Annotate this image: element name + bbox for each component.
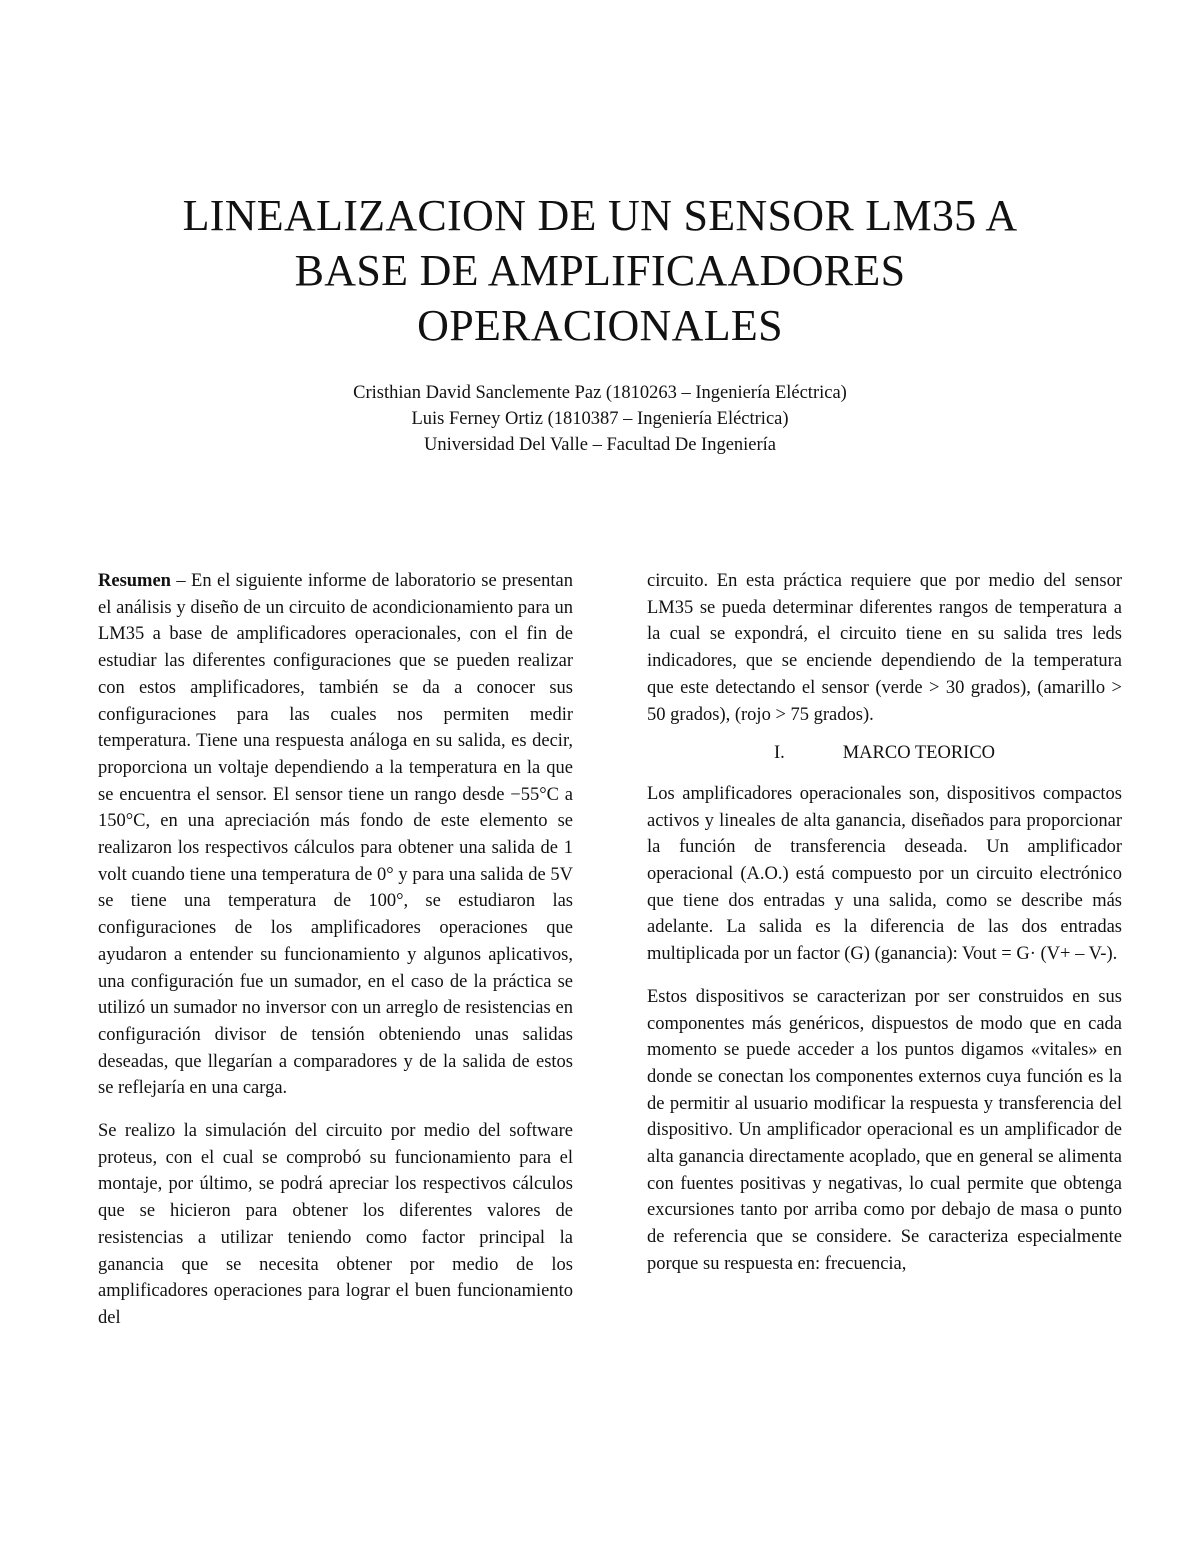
author-1: Cristhian David Sanclemente Paz (1810263 – Ingeniería Eléctrica) (353, 383, 847, 403)
abstract-paragraph (98, 568, 573, 1102)
section-number: I. (773, 743, 785, 764)
body-paragraph: Se realizo la simulación del circuito por medio del software proteus, con el cual se comprobó su funcionamiento para el montaje, por último, se podrá apreciar los respectivos cálculos que se hicieron para obtener los diferentes valores de resistencias a utilizar teniendo como factor principal la ganancia que se necesita obtener por medio de los amplificadores operaciones para lograr el buen funcionamiento del (98, 1121, 573, 1328)
paper-title (100, 188, 1100, 353)
section-title: MARCO TEORICO (842, 743, 996, 764)
title-line-2: BASE DE AMPLIFICAADORES (294, 246, 906, 295)
left-column (98, 568, 573, 1348)
right-column (647, 568, 1122, 1294)
author-block (100, 380, 1100, 458)
section-heading (647, 740, 1122, 767)
affiliation: Universidad Del Valle – Facultad De Ingeniería (423, 435, 777, 455)
title-line-1: LINEALIZACION DE UN SENSOR LM35 A (182, 191, 1018, 240)
abstract-text: – En el siguiente informe de laboratorio se presentan el análisis y diseño de un circuito de acondicionamiento para un LM35 a base de amplificadores operacionales, con el fin de estudiar las diferentes configuraciones que se pueden realizar con estos amplificadores, también se da a conocer sus configuraciones para las cuales nos permiten medir temperatura. Tiene una respuesta análoga en su salida, es decir, proporciona un voltaje dependiendo a la temperatura en la que se encuentra el sensor. El sensor tiene un rango desde −55°C a 150°C, en una apreciación más fondo de este elemento se realizaron los respectivos cálculos para obtener una salida de 1 volt cuando tiene una temperatura de 0° y para una salida de 5V se tiene una temperatura de 100°, se estudiaron las configuraciones de los amplificadores operaciones que ayudaron a entender su funcionamiento y algunos aplicativos, una configuración fue un sumador, en el caso de la práctica se utilizó un sumador no inversor con un arreglo de resistencias en configuración divisor de tensión obteniendo unas salidas deseadas, que llegarían a comparadores y de la salida de estos se reflejaría en una carga. (98, 571, 573, 1099)
body-paragraph: circuito. En esta práctica requiere que por medio del sensor LM35 se pueda determinar diferentes rangos de temperatura a la cual se expondrá, el circuito tiene en su salida tres leds indicadores, que se enciende dependiendo de la temperatura que este detectando el sensor (verde > 30 grados), (amarillo > 50 grados), (rojo > 75 grados). (647, 571, 1122, 725)
body-paragraph: Los amplificadores operacionales son, dispositivos compactos activos y lineales de alta ganancia, diseñados para proporcionar la función de transferencia deseada. Un amplificador operacional (A.O.) está compuesto por un circuito electrónico que tiene dos entradas y una salida, como se describe más adelante. La salida es la diferencia de las dos entradas multiplicada por un factor (G) (ganancia): Vout = G· (V+ – V-). (647, 783, 1122, 965)
author-2: Luis Ferney Ortiz (1810387 – Ingeniería Eléctrica) (411, 409, 789, 429)
abstract-label: Resumen (98, 571, 171, 591)
body-paragraph: Estos dispositivos se caracterizan por ser construidos en sus componentes más genéricos, dispuestos de modo que en cada momento se puede acceder a los puntos digamos «vitales» en donde se conectan los componentes externos cuya función es la de permitir al usuario modificar la respuesta y transferencia del dispositivo. Un amplificador operacional es un amplificador de alta ganancia directamente acoplado, que en general se alimenta con fuentes positivas y negativas, lo cual permite que obtenga excursiones tanto por arriba como por debajo de masa o punto de referencia que se considere. Se caracteriza especialmente porque su respuesta en: frecuencia, (647, 986, 1122, 1274)
title-line-3: OPERACIONALES (417, 301, 783, 350)
